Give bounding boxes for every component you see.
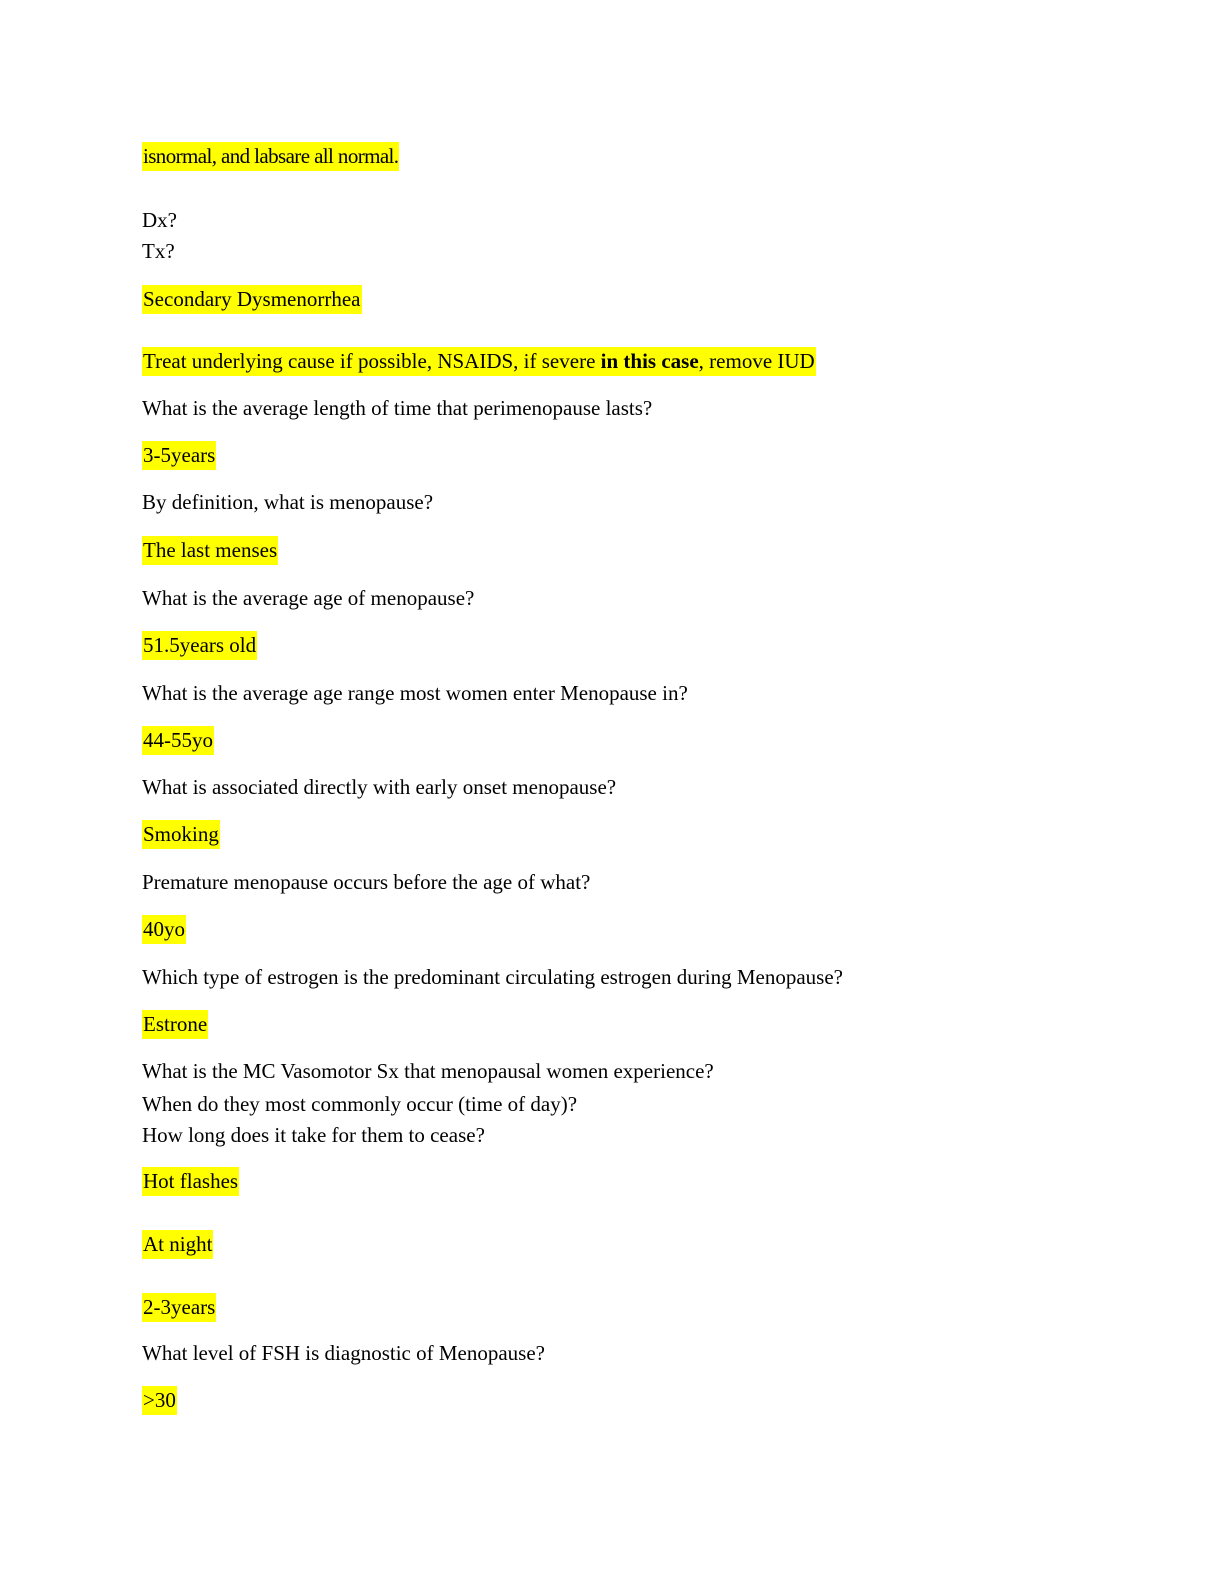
highlighted-text: isnormal, and labsare all normal. [142, 142, 399, 171]
question-text: Premature menopause occurs before the age of what? [142, 870, 591, 894]
question-text: Dx? [142, 208, 177, 232]
highlighted-text: Secondary Dysmenorrhea [142, 285, 362, 314]
answer-text-part: , remove IUD [698, 349, 815, 373]
answer-line [142, 1168, 239, 1194]
highlighted-text: >30 [142, 1386, 177, 1415]
highlighted-text: 40yo [142, 915, 186, 944]
highlighted-text: 3-5years [142, 441, 216, 470]
answer-line [142, 727, 214, 753]
answer-line [142, 1011, 208, 1037]
bold-emphasis: in this case [600, 349, 699, 373]
question-line [142, 207, 177, 233]
question-text: By definition, what is menopause? [142, 490, 434, 514]
answer-line [142, 348, 816, 374]
question-line [142, 964, 843, 990]
question-line [142, 1058, 714, 1084]
highlighted-text: Smoking [142, 820, 220, 849]
highlighted-text [142, 347, 816, 376]
question-line [142, 774, 616, 800]
highlighted-text: 44-55yo [142, 726, 214, 755]
answer-line [142, 632, 257, 658]
question-text: When do they most commonly occur (time of day)? [142, 1092, 578, 1116]
question-text: What is the average age of menopause? [142, 586, 475, 610]
question-text: What is the MC Vasomotor Sx that menopausal women experience? [142, 1059, 714, 1083]
question-line [142, 1122, 485, 1148]
answer-line [142, 537, 278, 563]
answer-line [142, 143, 399, 169]
question-line [142, 489, 433, 515]
answer-line [142, 286, 362, 312]
highlighted-text: 51.5years old [142, 631, 257, 660]
answer-line [142, 442, 216, 468]
answer-line [142, 1387, 177, 1413]
question-text: What is the average length of time that perimenopause lasts? [142, 396, 653, 420]
highlighted-text: The last menses [142, 536, 278, 565]
highlighted-text: 2-3years [142, 1293, 216, 1322]
question-text: Tx? [142, 239, 175, 263]
highlighted-text: Hot flashes [142, 1167, 239, 1196]
highlighted-text: Estrone [142, 1010, 208, 1039]
question-line [142, 869, 590, 895]
question-text: What is associated directly with early onset menopause? [142, 775, 617, 799]
question-line [142, 1340, 545, 1366]
question-line [142, 238, 175, 264]
question-text: How long does it take for them to cease? [142, 1123, 485, 1147]
question-text: Which type of estrogen is the predominant circulating estrogen during Menopause? [142, 965, 843, 989]
question-line [142, 1091, 577, 1117]
question-text: What level of FSH is diagnostic of Menopause? [142, 1341, 545, 1365]
question-line [142, 680, 688, 706]
question-text: What is the average age range most women enter Menopause in? [142, 681, 688, 705]
highlighted-text: At night [142, 1230, 213, 1259]
answer-line [142, 821, 220, 847]
question-line [142, 585, 474, 611]
answer-line [142, 916, 186, 942]
answer-line [142, 1231, 213, 1257]
answer-text-part: Treat underlying cause if possible, NSAIDS, if severe [143, 349, 601, 373]
answer-line [142, 1294, 216, 1320]
question-line [142, 395, 652, 421]
